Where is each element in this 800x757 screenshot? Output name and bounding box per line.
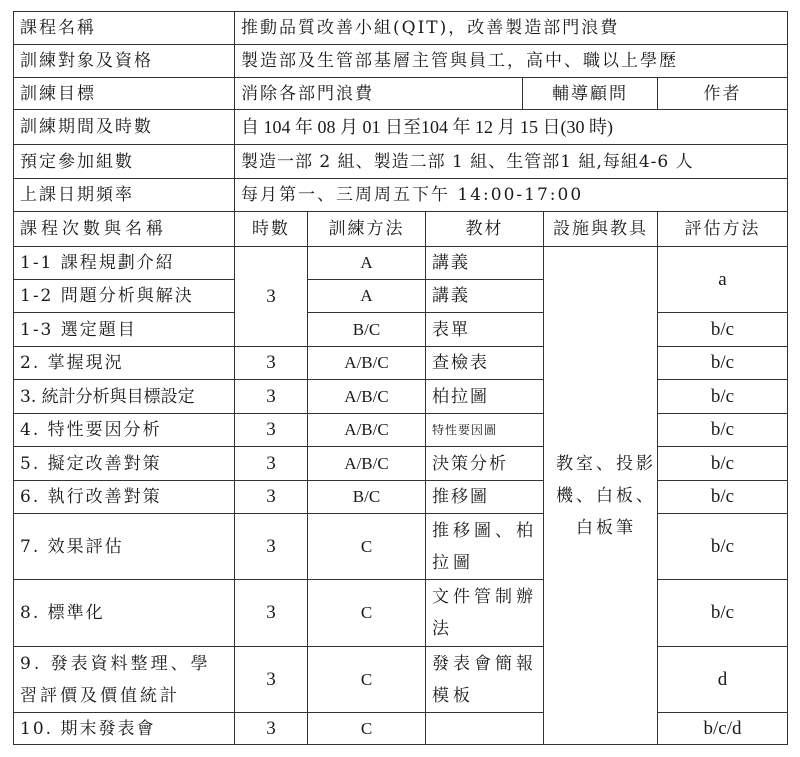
session-name: 3. 統計分析與目標設定	[14, 380, 235, 414]
label-advisor: 輔導顧問	[523, 78, 658, 110]
table-row	[14, 347, 788, 380]
session-method: C	[308, 514, 426, 580]
table-row	[14, 647, 788, 713]
session-material: 講義	[426, 247, 544, 280]
session-eval: b/c	[658, 414, 788, 447]
session-hours: 3	[235, 580, 308, 647]
session-name: 1-3 選定題目	[14, 313, 235, 347]
session-material: 表單	[426, 313, 544, 347]
session-method: A/B/C	[308, 414, 426, 447]
col-header-hours: 時數	[235, 212, 308, 247]
facility-text: 教室、投影機、白板、白板筆	[556, 453, 656, 538]
session-hours: 3	[235, 481, 308, 514]
session-method: A	[308, 247, 426, 280]
session-eval: b/c	[658, 313, 788, 347]
header-row	[14, 212, 788, 247]
session-eval: b/c	[658, 347, 788, 380]
table-row	[14, 380, 788, 414]
session-name: 10. 期末發表會	[14, 713, 235, 745]
session-method: C	[308, 713, 426, 745]
session-hours: 3	[235, 247, 308, 347]
session-material: 文件管制辦法	[426, 580, 544, 647]
session-name: 6. 執行改善對策	[14, 481, 235, 514]
session-material	[426, 713, 544, 745]
label-objective: 訓練目標	[14, 78, 235, 110]
value-groups: 製造一部 2 組、製造二部 1 組、生管部1 組,每組4-6 人	[235, 145, 788, 179]
session-name: 4. 特性要因分析	[14, 414, 235, 447]
facility-cell	[544, 247, 658, 745]
session-eval: b/c	[658, 580, 788, 647]
col-header-facility: 設施與教具	[544, 212, 658, 247]
session-eval: a	[658, 247, 788, 313]
label-target: 訓練對象及資格	[14, 45, 235, 78]
session-material: 柏拉圖	[426, 380, 544, 414]
value-advisor: 作者	[658, 78, 788, 110]
course-plan-table	[13, 11, 788, 745]
session-name: 5. 擬定改善對策	[14, 447, 235, 481]
session-name: 9. 發表資料整理、學習評價及價值統計	[14, 647, 235, 713]
table-row	[14, 313, 788, 347]
info-row-target	[14, 45, 788, 78]
session-material: 查檢表	[426, 347, 544, 380]
session-hours: 3	[235, 647, 308, 713]
session-material: 推移圖	[426, 481, 544, 514]
info-row-objective	[14, 78, 788, 110]
value-course-name: 推動品質改善小組(QIT)，改善製造部門浪費	[235, 12, 788, 45]
session-method: A/B/C	[308, 347, 426, 380]
session-method: C	[308, 580, 426, 647]
session-hours: 3	[235, 414, 308, 447]
session-hours: 3	[235, 347, 308, 380]
value-period: 自 104 年 08 月 01 日至104 年 12 月 15 日(30 時)	[235, 110, 788, 145]
session-hours: 3	[235, 713, 308, 745]
table-row	[14, 481, 788, 514]
session-material: 講義	[426, 280, 544, 313]
session-eval: d	[658, 647, 788, 713]
info-row-groups	[14, 145, 788, 179]
value-target: 製造部及生管部基層主管與員工，高中、職以上學歷	[235, 45, 788, 78]
table-row	[14, 514, 788, 580]
label-period: 訓練期間及時數	[14, 110, 235, 145]
session-eval: b/c	[658, 447, 788, 481]
session-material: 特性要因圖	[426, 414, 544, 447]
label-groups: 預定參加組數	[14, 145, 235, 179]
session-name: 1-2 問題分析與解決	[14, 280, 235, 313]
col-header-eval: 評估方法	[658, 212, 788, 247]
session-eval: b/c	[658, 380, 788, 414]
col-header-name: 課程次數與名稱	[14, 212, 235, 247]
session-hours: 3	[235, 380, 308, 414]
table-row	[14, 713, 788, 745]
info-row-period	[14, 110, 788, 145]
session-material: 推移圖、柏拉圖	[426, 514, 544, 580]
session-name: 2. 掌握現況	[14, 347, 235, 380]
table-row	[14, 447, 788, 481]
session-name: 8. 標準化	[14, 580, 235, 647]
session-method: A/B/C	[308, 380, 426, 414]
session-material: 發表會簡報模板	[426, 647, 544, 713]
label-course-name: 課程名稱	[14, 12, 235, 45]
col-header-material: 教材	[426, 212, 544, 247]
info-row-schedule	[14, 179, 788, 212]
table-row	[14, 414, 788, 447]
col-header-method: 訓練方法	[308, 212, 426, 247]
table-row	[14, 247, 788, 280]
session-material: 決策分析	[426, 447, 544, 481]
session-eval: b/c/d	[658, 713, 788, 745]
session-name: 7. 效果評估	[14, 514, 235, 580]
value-objective: 消除各部門浪費	[235, 78, 523, 110]
session-eval: b/c	[658, 481, 788, 514]
session-hours: 3	[235, 447, 308, 481]
session-method: C	[308, 647, 426, 713]
session-method: B/C	[308, 313, 426, 347]
session-method: A/B/C	[308, 447, 426, 481]
session-eval: b/c	[658, 514, 788, 580]
info-row-course-name	[14, 12, 788, 45]
session-hours: 3	[235, 514, 308, 580]
session-method: B/C	[308, 481, 426, 514]
label-schedule: 上課日期頻率	[14, 179, 235, 212]
table-row	[14, 580, 788, 647]
session-name: 1-1 課程規劃介紹	[14, 247, 235, 280]
value-schedule: 每月第一、三周周五下午 14:00-17:00	[235, 179, 788, 212]
session-method: A	[308, 280, 426, 313]
